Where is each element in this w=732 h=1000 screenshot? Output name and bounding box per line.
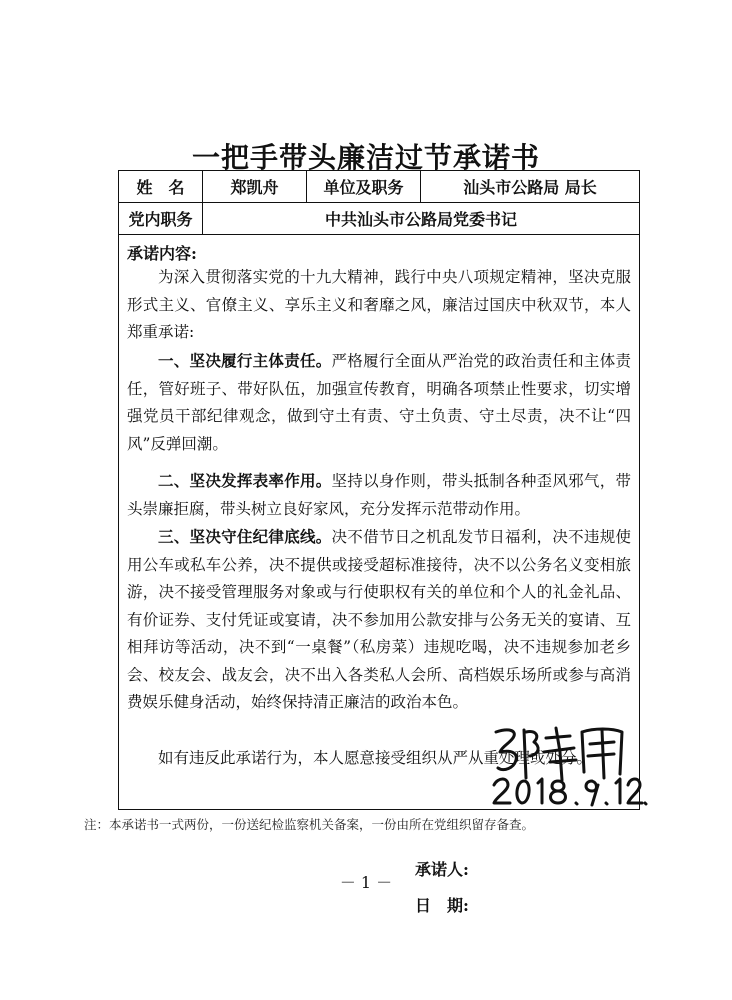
form-row-party bbox=[119, 203, 639, 235]
pledge-item-1 bbox=[127, 347, 631, 458]
closing-paragraph: 如有违反此承诺行为，本人愿意接受组织从严从重处理或处分。 bbox=[158, 749, 593, 767]
footnote: 注：本承诺书一式两份，一份送纪检监察机关备案，一份由所在党组织留存备查。 bbox=[84, 817, 535, 832]
position-label: 单位及职务 bbox=[307, 171, 421, 202]
content-heading: 承诺内容: bbox=[127, 244, 197, 263]
pledge-item-1-heading: 一、坚决履行主体责任。 bbox=[158, 351, 332, 370]
party-value: 中共汕头市公路局党委书记 bbox=[324, 210, 517, 229]
pledge-item-3-heading: 三、坚决守住纪律底线。 bbox=[158, 527, 332, 546]
date-label: 日 期: bbox=[415, 896, 469, 915]
pledge-item-1-body: 严格履行全面从严治党的政治责任和主体责任，管好班子、带好队伍，加强宣传教育，明确各项禁止性要求，切实增强党员干部纪律观念，做到守土有责、守土负责、守土尽责，决不让“四风”反弹回潮。 bbox=[127, 352, 631, 453]
form-row-identity bbox=[119, 171, 639, 203]
document-title: 一把手带头廉洁过节承诺书 bbox=[191, 141, 540, 174]
position-value: 汕头市公路局 局长 bbox=[463, 178, 597, 197]
pledge-item-2 bbox=[127, 467, 631, 523]
pledge-item-2-heading: 二、坚决发挥表率作用。 bbox=[158, 471, 332, 490]
page-number: － 1 － bbox=[339, 873, 393, 892]
signer-label: 承诺人: bbox=[415, 860, 469, 879]
pledge-item-2-body: 坚持以身作则，带头抵制各种歪风邪气，带头崇廉拒腐，带头树立良好家风，充分发挥示范带动作用。 bbox=[127, 472, 631, 518]
pledge-item-3-body: 决不借节日之机乱发节日福利，决不违规使用公车或私车公养，决不提供或接受超标准接待，决不以公务名义变相旅游，决不接受管理服务对象或与行使职权有关的单位和个人的礼金礼品、有价证券、支付凭证或宴请，决不参加用公款安排与公务无关的宴请、互相拜访等活动，决不到“一桌餐”（私房菜）违规吃喝，决不违规参加老乡会、校友会、战友会，决不出入各类私人会所、高档娱乐场所或参与高消费娱乐健身活动，始终保持清正廉洁的政治本色。 bbox=[127, 528, 631, 711]
party-label: 党内职务 bbox=[119, 203, 203, 234]
pledge-item-3 bbox=[127, 523, 631, 717]
name-value: 郑凯舟 bbox=[203, 171, 307, 202]
intro-paragraph: 为深入贯彻落实党的十九大精神，践行中央八项规定精神，坚决克服形式主义、官僚主义、享乐主义和奢靡之风，廉洁过国庆中秋双节，本人郑重承诺: bbox=[127, 268, 631, 341]
name-label: 姓 名 bbox=[119, 171, 203, 202]
handwritten-date bbox=[488, 773, 648, 809]
